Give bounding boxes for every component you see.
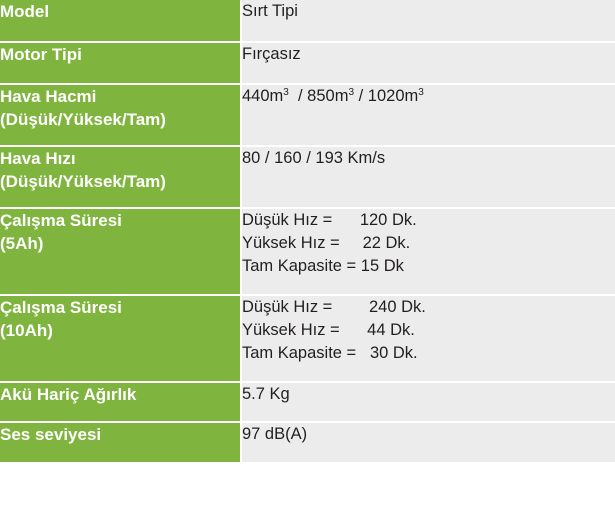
value-line: Yüksek Hız = 22 Dk. xyxy=(242,234,411,252)
spec-value-runtime-10ah xyxy=(241,295,615,382)
spec-label-model xyxy=(0,0,241,42)
label-line: (Düşük/Yüksek/Tam) xyxy=(0,172,166,191)
spec-value-weight xyxy=(241,382,615,422)
value-text: / 1020m xyxy=(354,87,419,105)
spec-value-motor-type xyxy=(241,42,615,84)
table-row xyxy=(0,208,615,295)
value-line xyxy=(242,85,615,108)
spec-value-air-volume xyxy=(241,84,615,146)
table-row xyxy=(0,84,615,146)
spec-value-model xyxy=(241,0,615,42)
spec-label-runtime-10ah xyxy=(0,295,241,382)
spec-label-weight xyxy=(0,382,241,422)
value-line: Düşük Hız = 120 Dk. xyxy=(242,211,417,229)
value-line: Sırt Tipi xyxy=(242,2,298,20)
value-line: Düşük Hız = 240 Dk. xyxy=(242,298,426,316)
label-line: Çalışma Süresi xyxy=(0,211,122,230)
spec-label-motor-type xyxy=(0,42,241,84)
value-line: 80 / 160 / 193 Km/s xyxy=(242,149,386,167)
spec-label-runtime-5ah xyxy=(0,208,241,295)
label-line: Motor Tipi xyxy=(0,45,82,64)
value-text: 440m xyxy=(242,87,284,105)
spec-label-noise-level xyxy=(0,422,241,462)
label-line: Hava Hızı xyxy=(0,149,76,168)
label-line: Hava Hacmi xyxy=(0,87,97,106)
label-line: Çalışma Süresi xyxy=(0,298,122,317)
spec-label-air-speed xyxy=(0,146,241,208)
spec-label-air-volume xyxy=(0,84,241,146)
label-line: Model xyxy=(0,2,50,21)
label-line: (Düşük/Yüksek/Tam) xyxy=(0,110,166,129)
label-line: Akü Hariç Ağırlık xyxy=(0,385,137,404)
value-line: Tam Kapasite = 30 Dk. xyxy=(242,344,418,362)
label-line: (5Ah) xyxy=(0,234,44,253)
label-line: Ses seviyesi xyxy=(0,425,102,444)
spec-value-air-speed xyxy=(241,146,615,208)
value-line: Fırçasız xyxy=(242,45,301,63)
spec-value-runtime-5ah xyxy=(241,208,615,295)
table-row xyxy=(0,295,615,382)
value-line: 5.7 Kg xyxy=(242,385,290,403)
table-row xyxy=(0,0,615,42)
label-line: (10Ah) xyxy=(0,321,53,340)
table-row xyxy=(0,146,615,208)
value-line: Yüksek Hız = 44 Dk. xyxy=(242,321,415,339)
table-row xyxy=(0,422,615,462)
value-line: 97 dB(A) xyxy=(242,425,308,443)
superscript: 3 xyxy=(283,87,289,98)
spec-value-noise-level xyxy=(241,422,615,462)
table-row xyxy=(0,382,615,422)
superscript: 3 xyxy=(348,87,355,98)
table-row xyxy=(0,42,615,84)
value-text: / 850m xyxy=(288,87,349,105)
value-line: Tam Kapasite = 15 Dk xyxy=(242,257,404,275)
superscript: 3 xyxy=(418,87,424,98)
